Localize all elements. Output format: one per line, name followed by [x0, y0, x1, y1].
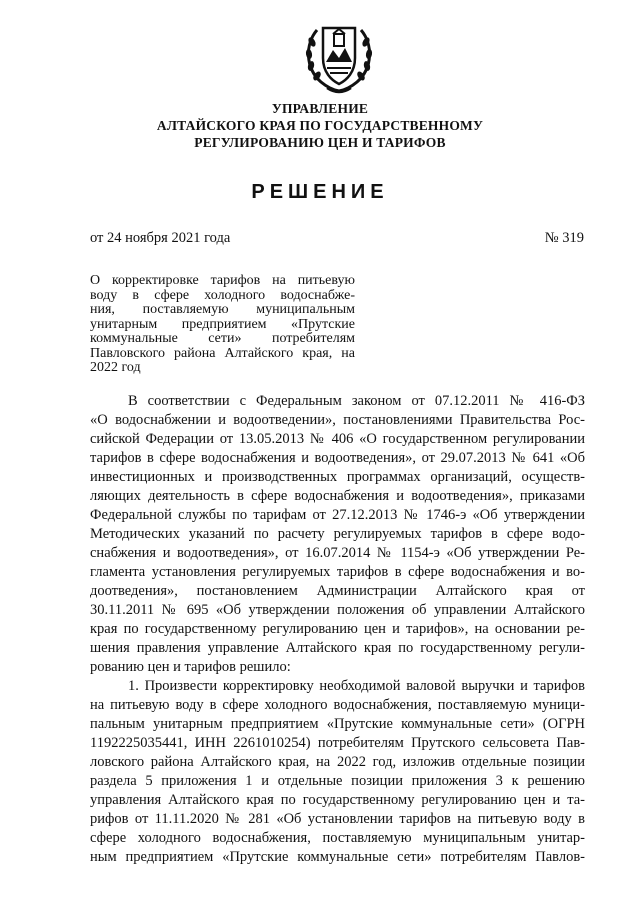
body-line: рованию цен и тарифов решило: — [90, 659, 291, 675]
document-type-title: РЕШЕНИЕ — [251, 181, 389, 203]
document-body — [90, 392, 585, 867]
body-line: пальным унитарным предприятием «Прутские коммунальные сети» (ОГРН — [90, 716, 585, 732]
body-line: сийской Федерации от 13.05.2013 № 406 «О государственном регулировании — [90, 431, 585, 447]
body-line: шения правления управление Алтайского края по государственному регули- — [90, 640, 585, 656]
subject-line: коммунальные сети» потребителям — [90, 331, 355, 346]
subject-line: Павловского района Алтайского края, на — [90, 345, 355, 361]
body-line: В соответствии с Федеральным законом от 07.12.2011 № 416-ФЗ — [128, 393, 585, 409]
subject-line: 2022 год — [90, 360, 141, 375]
body-line: инвестиционных и производственных программах организаций, осуществ- — [90, 469, 585, 485]
org-name-line-1: УПРАВЛЕНИЕ — [271, 101, 369, 116]
body-line: на питьевую воду в сфере холодного водоснабжения, поставляемую муници- — [90, 697, 585, 713]
body-line: ным предприятием «Прутские коммунальные сети» потребителям Павлов- — [90, 849, 585, 865]
body-line: 1192225035441, ИНН 2261010254) потребителям Прутского сельсовета Пав- — [90, 735, 585, 751]
document-subject — [90, 274, 355, 376]
body-line: управления Алтайского края по государственному регулированию цен и та- — [90, 792, 585, 808]
subject-line: ния, поставляемую муниципальным — [90, 302, 355, 317]
document-date: от 24 ноября 2021 года — [90, 230, 231, 246]
body-line: гламента установления регулируемых тарифов в сфере водоснабжения и во- — [90, 564, 585, 580]
body-line: ляющих деятельность в сфере водоснабжения и водоотведения», приказами — [90, 488, 585, 504]
body-line: «О водоснабжении и водоотведении», постановлениями Правительства Рос- — [90, 412, 585, 428]
body-line: Методических указаний по расчету регулируемых тарифов в сфере водо- — [90, 526, 585, 542]
subject-line: воду в сфере холодного водоснабже- — [90, 287, 355, 303]
body-line: рифов от 11.11.2020 № 281 «Об установлении тарифов на питьевую воду в — [90, 811, 585, 827]
org-name-line-2: АЛТАЙСКОГО КРАЯ ПО ГОСУДАРСТВЕННОМУ — [156, 118, 484, 133]
body-line: доотведения», постановлением Администрации Алтайского края от — [90, 583, 585, 599]
body-line: Федеральной службы по тарифам от 27.12.2013 № 1746-э «Об утверждении — [90, 507, 585, 523]
body-line: 1. Произвести корректировку необходимой валовой выручки и тарифов — [128, 678, 585, 694]
body-line: 30.11.2011 № 695 «Об утверждении положения об управлении Алтайского — [90, 602, 585, 618]
org-name-line-3: РЕГУЛИРОВАНИЮ ЦЕН И ТАРИФОВ — [194, 135, 446, 150]
body-line: ловского района Алтайского края, на 2022 год, изложив отдельные позиции — [90, 754, 585, 770]
body-line: сфере холодного водоснабжения, поставляемую муниципальным унитар- — [90, 830, 585, 846]
body-line: края по государственному регулированию цен и тарифов», на основании ре- — [90, 621, 585, 637]
document-number: № 319 — [544, 230, 584, 246]
subject-line: О корректировке тарифов на питьевую — [90, 273, 355, 288]
coat-of-arms-emblem — [303, 18, 375, 96]
subject-line: унитарным предприятием «Прутские — [90, 316, 355, 332]
body-line: снабжения и водоотведения», от 16.07.2014 № 1154-э «Об утверждении Ре- — [90, 545, 585, 561]
body-line: тарифов в сфере водоснабжения и водоотведения», от 29.07.2013 № 641 «Об — [90, 450, 585, 466]
body-line: раздела 5 приложения 1 и отдельные позиции приложения 3 к решению — [90, 773, 585, 789]
